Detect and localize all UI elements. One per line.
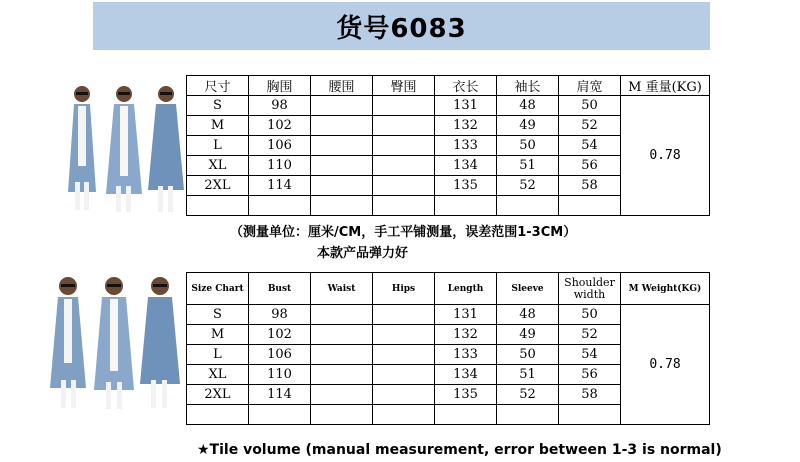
header-cell: Length [435,273,497,305]
header-cell: Bust [249,273,311,305]
cell [373,385,435,405]
size-table-cn [186,75,710,216]
cell [311,116,373,136]
cell [249,405,311,425]
cell [311,405,373,425]
cell: L [187,345,249,365]
cell [311,305,373,325]
header-cell: Size Chart [187,273,249,305]
title-banner [93,2,710,50]
model-figure-3 [148,86,184,212]
cell: 50 [497,136,559,156]
header-cell: M 重量(KG) [621,76,710,96]
model-figure-2 [106,86,142,212]
cell: S [187,305,249,325]
cell: 135 [435,176,497,196]
cell [373,325,435,345]
cell [559,405,621,425]
header-cell: 袖长 [497,76,559,96]
cell [373,156,435,176]
cell: 54 [559,345,621,365]
cell: 48 [497,305,559,325]
cell: 54 [559,136,621,156]
model-figure-1 [68,86,96,210]
cell: 132 [435,325,497,345]
header-cell: Hips [373,273,435,305]
cell [373,196,435,216]
cell [497,196,559,216]
cell: 134 [435,156,497,176]
cell: 58 [559,176,621,196]
cell [311,156,373,176]
header-cell: 腰围 [311,76,373,96]
cell: 114 [249,385,311,405]
cell [311,136,373,156]
cell [373,116,435,136]
header-cell: 肩宽 [559,76,621,96]
cell: L [187,136,249,156]
cell: M [187,325,249,345]
cell [373,96,435,116]
cell: 132 [435,116,497,136]
cell: 50 [559,96,621,116]
cell: 102 [249,325,311,345]
cell: 52 [559,325,621,345]
cell [187,196,249,216]
cell [559,196,621,216]
model-figure-2 [94,277,134,409]
header-cell: Waist [311,273,373,305]
cell: 110 [249,156,311,176]
cell: 52 [497,176,559,196]
cell: 51 [497,156,559,176]
cell: 50 [497,345,559,365]
cell [311,385,373,405]
model-figure-3 [140,277,180,408]
table-row [187,96,710,116]
header-cell: 衣长 [435,76,497,96]
cell [373,405,435,425]
cell: 2XL [187,385,249,405]
cell: 52 [559,116,621,136]
cell [373,345,435,365]
header-cell: M Weight(KG) [621,273,710,305]
cell: 133 [435,345,497,365]
cell: 49 [497,325,559,345]
cell: M [187,116,249,136]
cell: 56 [559,156,621,176]
cell [311,345,373,365]
cell [311,196,373,216]
cell [373,305,435,325]
cell [373,365,435,385]
cell: 50 [559,305,621,325]
header-cell: 尺寸 [187,76,249,96]
header-cell: Shoulder width [559,273,621,305]
cell [435,196,497,216]
measurement-note-en: ★Tile volume (manual measurement, error between 1-3 is normal) [197,442,722,458]
cell [311,365,373,385]
size-table-en [186,272,710,425]
cell: 48 [497,96,559,116]
cell [373,136,435,156]
cell [497,405,559,425]
cell [311,176,373,196]
cell: 52 [497,385,559,405]
cell [435,405,497,425]
weight-cell: 0.78 [621,305,710,425]
cell: 102 [249,116,311,136]
cell: 135 [435,385,497,405]
cell [311,325,373,345]
cell [249,196,311,216]
cell: 106 [249,136,311,156]
header-cell: Sleeve [497,273,559,305]
cell [187,405,249,425]
cell: 98 [249,96,311,116]
cell: S [187,96,249,116]
cell [311,96,373,116]
model-figure-1 [50,277,86,408]
model-photo-bottom [44,272,184,412]
stretch-note-cn: 本款产品弹力好 [317,246,409,261]
page-title: 货号6083 [336,13,467,44]
cell: 110 [249,365,311,385]
measurement-note-cn: （测量单位：厘米/CM，手工平铺测量，误差范围1-3CM） [230,225,577,240]
cell: 56 [559,365,621,385]
cell: 58 [559,385,621,405]
cell: 131 [435,96,497,116]
cell: 133 [435,136,497,156]
table-header-row [187,273,710,305]
cell: XL [187,156,249,176]
cell: 51 [497,365,559,385]
cell: 114 [249,176,311,196]
header-cell: 臀围 [373,76,435,96]
cell: 2XL [187,176,249,196]
weight-cell: 0.78 [621,96,710,216]
model-photo-top [60,82,188,214]
header-cell: 胸围 [249,76,311,96]
table-header-row [187,76,710,96]
cell: 98 [249,305,311,325]
table-row [187,305,710,325]
cell: 134 [435,365,497,385]
cell: 131 [435,305,497,325]
cell: 106 [249,345,311,365]
cell: XL [187,365,249,385]
cell [373,176,435,196]
cell: 49 [497,116,559,136]
